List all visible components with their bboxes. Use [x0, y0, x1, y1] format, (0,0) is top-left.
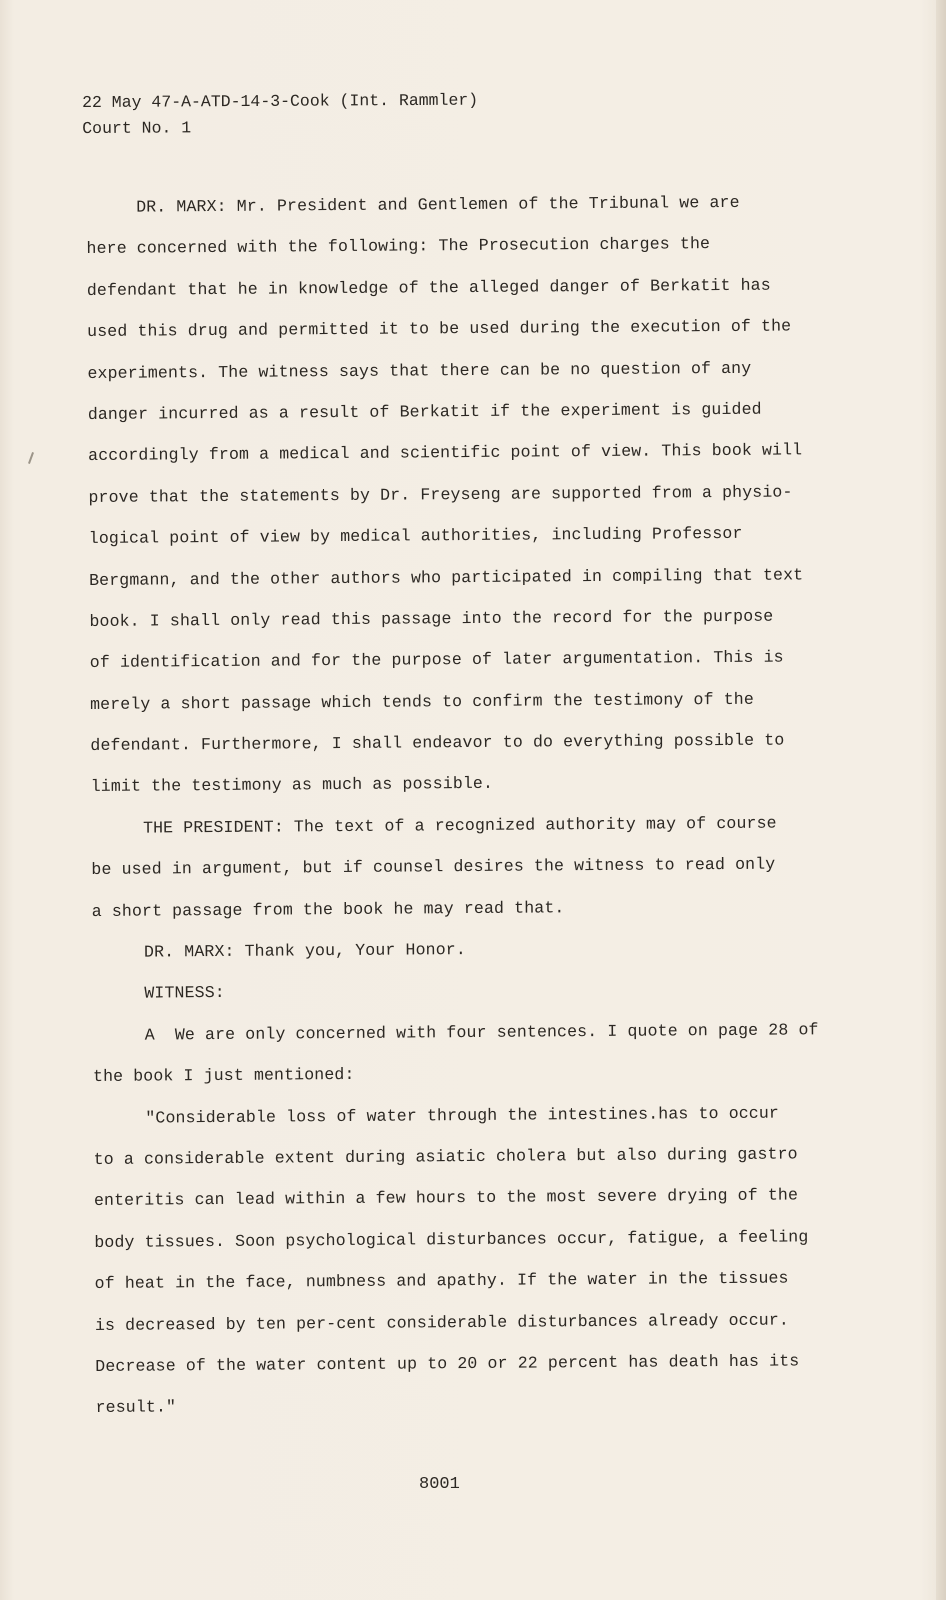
- transcript-line: experiments. The witness says that there can be no question of any: [87, 358, 752, 383]
- transcript-line: book. I shall only read this passage into the record for the purpose: [89, 606, 774, 631]
- header-court: Court No. 1: [82, 118, 192, 138]
- transcript-line: prove that the statements by Dr. Freyseng are supported from a physio-: [88, 482, 793, 507]
- transcript-line: used this drug and permitted it to be used during the execution of the: [87, 316, 792, 342]
- transcript-line: Bergmann, and the other authors who participated in compiling that text: [89, 564, 804, 590]
- transcript-line: body tissues. Soon psychological disturbances occur, fatigue, a feeling: [94, 1227, 809, 1252]
- document-header: [82, 88, 478, 142]
- header-citation: 22 May 47-A-ATD-14-3-Cook (Int. Rammler): [82, 90, 479, 112]
- transcript-line: WITNESS:: [144, 983, 225, 1003]
- transcript-line: THE PRESIDENT: The text of a recognized authority may of course: [142, 813, 777, 838]
- transcript-line: a short passage from the book he may read that.: [91, 897, 565, 921]
- transcript-body: [86, 181, 856, 1429]
- transcript-line: danger incurred as a result of Berkatit if the experiment is guided: [87, 399, 762, 424]
- transcript-line: accordingly from a medical and scientific point of view. This book will: [88, 440, 803, 466]
- transcript-line: of heat in the face, numbness and apathy. If the water in the tissues: [94, 1268, 789, 1294]
- transcript-line: defendant. Furthermore, I shall endeavor to do everything possible to: [90, 730, 785, 756]
- transcript-line: merely a short passage which tends to confirm the testimony of the: [89, 689, 754, 714]
- transcript-line: enteritis can lead within a few hours to the most severe drying of the: [93, 1185, 799, 1211]
- transcript-line: A We are only concerned with four sentences. I quote on page 28 of: [144, 1020, 819, 1045]
- transcript-line: limit the testimony as much as possible.: [90, 774, 494, 797]
- transcript-line: here concerned with the following: The Prosecution charges the: [86, 234, 711, 259]
- transcript-line: to a considerable extent during asiatic cholera but also during gastro: [93, 1144, 798, 1169]
- margin-pencil-mark: [28, 452, 34, 464]
- transcript-line: be used in argument, but if counsel desires the witness to read only: [91, 854, 776, 880]
- transcript-line: of identification and for the purpose of later argumentation. This is: [89, 647, 784, 673]
- page-number: 8001: [419, 1475, 460, 1494]
- transcript-line: DR. MARX: Mr. President and Gentlemen of the Tribunal we are: [136, 192, 740, 217]
- transcript-line: Decrease of the water content up to 20 or 22 percent has death has its: [95, 1351, 800, 1376]
- transcript-line: result.": [95, 1397, 177, 1418]
- transcript-line: defendant that he in knowledge of the alleged danger of Berkatit has: [86, 275, 771, 300]
- transcript-line: DR. MARX: Thank you, Your Honor.: [143, 940, 466, 962]
- page-edge: [936, 0, 946, 1600]
- transcript-line: "Considerable loss of water through the intestines.has to occur: [145, 1103, 780, 1128]
- transcript-line: logical point of view by medical authorities, including Professor: [88, 523, 743, 549]
- transcript-line: the book I just mentioned:: [92, 1065, 355, 1087]
- transcript-line: is decreased by ten per-cent considerable disturbances already occur.: [94, 1310, 789, 1335]
